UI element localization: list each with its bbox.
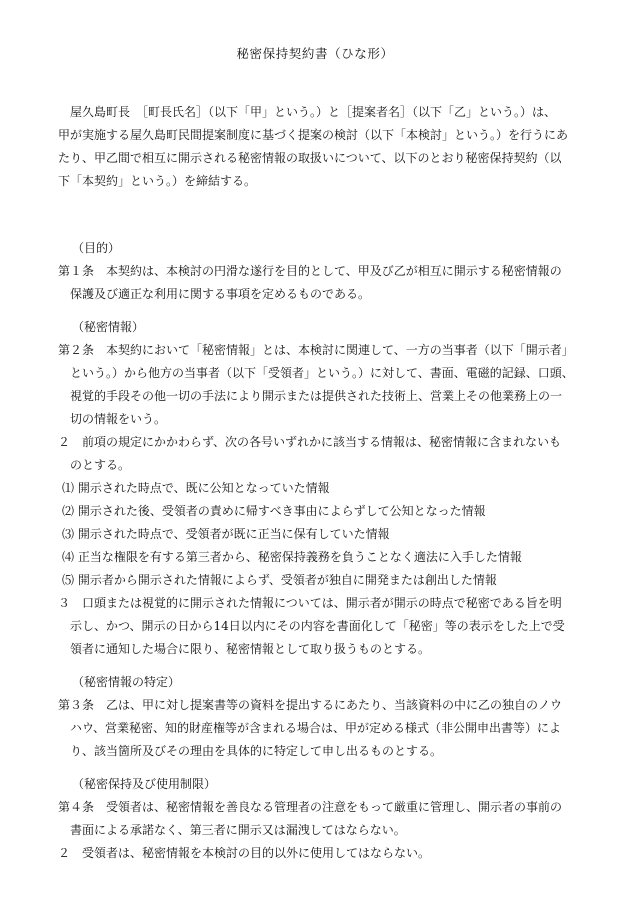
- article-line: 第２条 本契約において「秘密情報」とは、本検討に関連して、一方の当事者（以下「開示者」: [58, 342, 574, 357]
- article-line: 視覚的手段その他一切の手法により開示または提供された技術上、営業上その他業務上の一: [70, 388, 563, 403]
- list-item: ⑵ 開示された後、受領者の責めに帰すべき事由によらずして公知となった情報: [62, 503, 486, 518]
- list-item: ⑶ 開示された時点で、受領者が既に正当に保有していた情報: [62, 526, 390, 541]
- list-item: ⑸ 開示者から開示された情報によらず、受領者が独自に開発または創出した情報: [62, 572, 497, 587]
- intro-line: 甲が実施する屋久島町民間提案制度に基づく提案の検討（以下「本検討」という。）を行うにあ: [58, 127, 569, 142]
- article-line: ２ 受領者は、秘密情報を本検討の目的以外に使用してはならない。: [58, 845, 431, 860]
- document-title: 秘密保持契約書（ひな形）: [236, 46, 394, 61]
- article-3-body: [58, 694, 572, 763]
- article-2-paragraph-1: [58, 339, 572, 431]
- article-line: のとする。: [70, 457, 131, 472]
- article-3-heading: （秘密情報の特定）: [72, 674, 181, 689]
- article-line: 第４条 受領者は、秘密情報を善良なる管理者の注意をもって厳重に管理し、開示者の事前の: [58, 799, 563, 814]
- article-line: 領者に通知した場合に限り、秘密情報として取り扱うものとする。: [70, 641, 431, 656]
- article-line: ２ 前項の規定にかかわらず、次の各号いずれかに該当する情報は、秘密情報に含まれないも: [58, 434, 562, 449]
- intro-line: 屋久島町長 ［町長氏名］（以下「甲」という。）と［提案者名］（以下「乙」という。）は、: [70, 104, 557, 119]
- article-2-heading: （秘密情報）: [72, 319, 145, 334]
- article-1-heading: （目的）: [72, 240, 121, 255]
- article-line: ３ 口頭または視覚的に開示された情報については、開示者が開示の時点で秘密である旨を明: [58, 595, 562, 610]
- intro-line: たり、甲乙間で相互に開示される秘密情報の取扱いについて、以下のとおり秘密保持契約（以: [58, 150, 562, 165]
- article-line: り、該当箇所及びその理由を具体的に特定して申し出るものとする。: [70, 743, 443, 758]
- article-line: ハウ、営業秘密、知的財産権等が含まれる場合は、甲が定める様式（非公開申出書等）によ: [70, 720, 562, 735]
- intro-paragraph: [58, 101, 572, 193]
- article-line: 示し、かつ、開示の日から14日以内にその内容を書面化して「秘密」等の表示をした上で受: [70, 618, 565, 633]
- article-4-paragraph-2: [58, 842, 572, 865]
- article-line: という。）から他方の当事者（以下「受領者」という。）に対して、書面、電磁的記録、口頭、: [70, 365, 574, 380]
- article-line: 第１条 本契約は、本検討の円滑な遂行を目的として、甲及び乙が相互に開示する秘密情報の: [58, 263, 562, 278]
- article-1-body: [58, 260, 572, 306]
- article-2-paragraph-3: [58, 592, 572, 661]
- article-4-heading: （秘密保持及び使用制限）: [72, 776, 217, 791]
- article-line: 保護及び適正な利用に関する事項を定めるものである。: [70, 286, 371, 301]
- intro-line: 下「本契約」という。）を締結する。: [58, 173, 257, 188]
- article-line: 切の情報をいう。: [70, 411, 167, 426]
- article-4-paragraph-1: [58, 796, 572, 842]
- article-line: 第３条 乙は、甲に対し提案書等の資料を提出するにあたり、当該資料の中に乙の独自のノウ: [58, 697, 563, 712]
- list-item: ⑷ 正当な権限を有する第三者から、秘密保持義務を負うことなく適法に入手した情報: [62, 549, 522, 564]
- article-2-paragraph-2: [58, 431, 572, 477]
- article-line: 書面による承諾なく、第三者に開示又は漏洩してはならない。: [70, 822, 406, 837]
- article-2-items: [58, 477, 572, 592]
- list-item: ⑴ 開示された時点で、既に公知となっていた情報: [62, 480, 330, 495]
